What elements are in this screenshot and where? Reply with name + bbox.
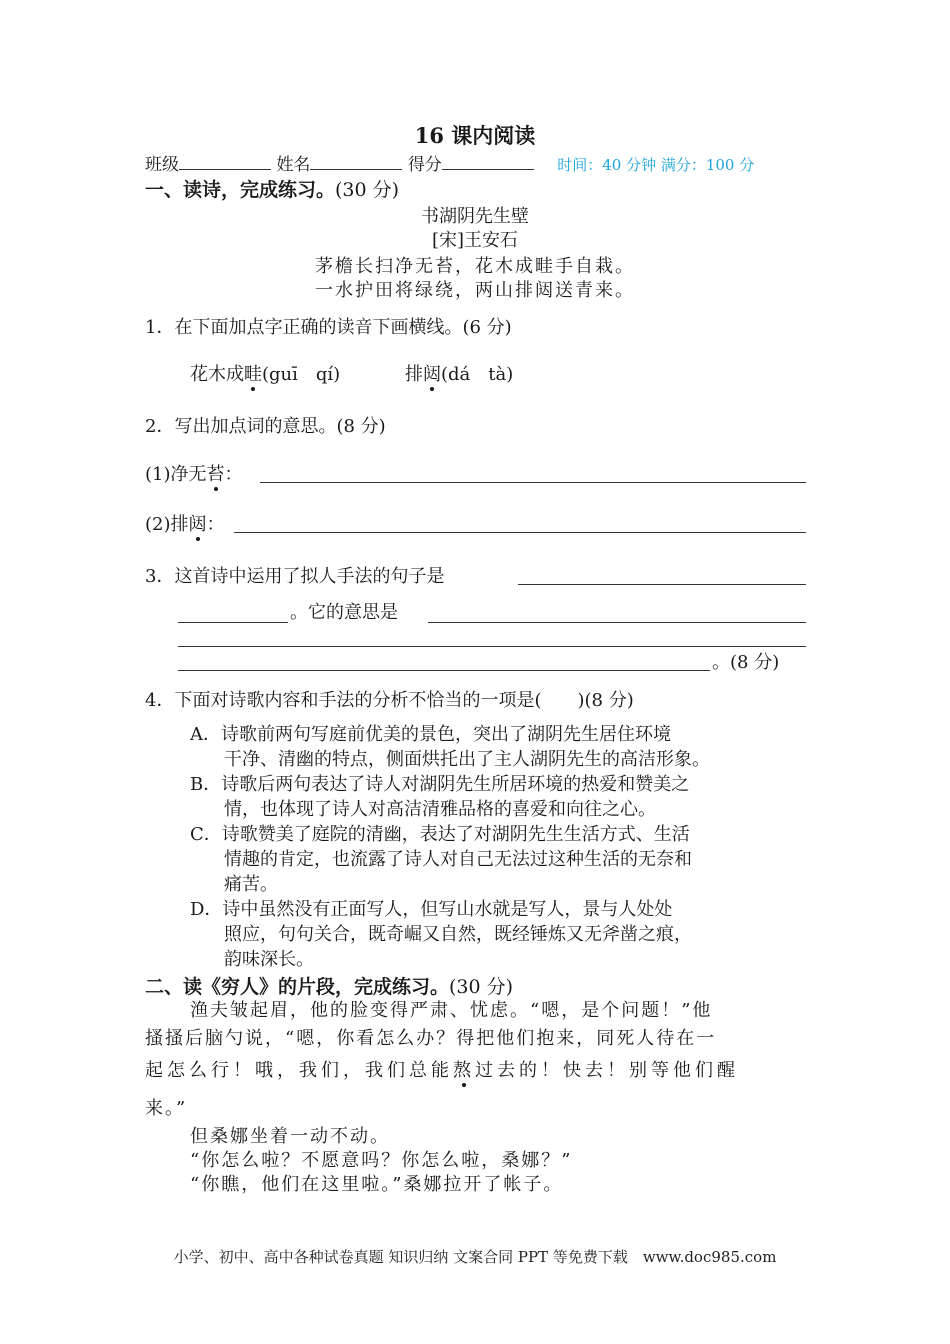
question-2b-label: (2)排闼： [145, 514, 225, 535]
score-field[interactable] [442, 153, 534, 170]
question-4-stem: 4．下面对诗歌内容和手法的分析不恰当的一项是( )(8 分) [145, 690, 634, 711]
student-info-row [145, 150, 754, 175]
option-d-line-2: 照应，句句关合，既奇崛又自然，既经锤炼又无斧凿之痕， [224, 924, 692, 945]
question-2-stem: 2．写出加点词的意思。(8 分) [145, 416, 386, 437]
option-c-line-1[interactable]: C．诗歌赞美了庭院的清幽，表达了对湖阴先生生活方式、生活 [190, 824, 690, 845]
passage-line-1: 渔夫皱起眉，他的脸变得严肃、忧虑。“嗯，是个问题！”他 [190, 1000, 713, 1021]
option-a-line-2: 干净、清幽的特点，侧面烘托出了主人湖阴先生的高洁形象。 [224, 749, 710, 770]
question-3-answer-line-4[interactable] [178, 646, 806, 647]
passage-line-7: “你瞧，他们在这里啦。”桑娜拉开了帐子。 [190, 1174, 564, 1195]
section-one-heading: 一、读诗，完成练习。(30 分) [145, 179, 400, 201]
poem-title: 书湖阴先生壁 [421, 206, 529, 227]
question-3-points: 。(8 分) [712, 652, 780, 673]
score-label: 得分 [407, 155, 442, 175]
name-label: 姓名 [276, 155, 311, 175]
option-a-line-1[interactable]: A．诗歌前两句写庭前优美的景色，突出了湖阴先生居住环境 [190, 724, 671, 745]
question-2a-answer-line[interactable] [260, 482, 806, 483]
passage-line-3: 起怎么行！哦，我们，我们总能熬过去的！快去！别等他们醒 [145, 1060, 739, 1081]
class-field[interactable] [179, 153, 271, 170]
question-3-answer-line-2[interactable] [178, 622, 288, 623]
question-3-answer-line-3[interactable] [428, 622, 806, 623]
poem-line-1: 茅檐长扫净无苔，花木成畦手自栽。 [315, 256, 635, 277]
option-c-line-3: 痛苦。 [224, 874, 278, 895]
question-1-item-2: 排闼(dá tà) [405, 364, 514, 385]
question-3-answer-line-1[interactable] [518, 584, 806, 585]
option-b-line-2: 情，也体现了诗人对高洁清雅品格的喜爱和向往之心。 [224, 799, 656, 820]
question-1-item-1: 花木成畦(guī qí) [190, 364, 341, 385]
question-2a-label: (1)净无苔： [145, 464, 243, 485]
option-c-line-2: 情趣的肯定，也流露了诗人对自己无法过这种生活的无奈和 [224, 849, 692, 870]
poem-line-2: 一水护田将绿绕，两山排闼送青来。 [315, 280, 635, 301]
class-label: 班级 [145, 155, 179, 175]
passage-line-5: 但桑娜坐着一动不动。 [190, 1126, 390, 1147]
option-d-line-3: 韵味深长。 [224, 949, 314, 970]
page-title: 16 课内阅读 [414, 123, 536, 148]
passage-line-4: 来。” [145, 1098, 188, 1119]
question-2b-answer-line[interactable] [234, 532, 806, 533]
option-b-line-1[interactable]: B．诗歌后两句表达了诗人对湖阴先生所居环境的热爱和赞美之 [190, 774, 690, 795]
section-two-heading: 二、读《穷人》的片段，完成练习。(30 分) [145, 976, 514, 998]
passage-line-6: “你怎么啦？不愿意吗？你怎么啦，桑娜？” [190, 1150, 573, 1171]
time-info: 时间：40 分钟 满分：100 分 [557, 156, 755, 174]
question-3-stem: 3．这首诗中运用了拟人手法的句子是 [145, 566, 445, 587]
question-3-meaning-label: 。它的意思是 [290, 602, 398, 623]
question-1-stem: 1．在下面加点字正确的读音下画横线。(6 分) [145, 317, 512, 338]
name-field[interactable] [310, 153, 402, 170]
option-d-line-1[interactable]: D．诗中虽然没有正面写人，但写山水就是写人，景与人处处 [190, 899, 673, 920]
poem-author: [宋]王安石 [431, 230, 519, 251]
footer-text: 小学、初中、高中各种试卷真题 知识归纳 文案合同 PPT 等免费下载 www.doc985.com [173, 1248, 777, 1266]
passage-line-2: 搔搔后脑勺说，“嗯，你看怎么办？得把他们抱来，同死人待在一 [145, 1028, 717, 1049]
question-3-answer-line-5[interactable] [178, 670, 710, 671]
